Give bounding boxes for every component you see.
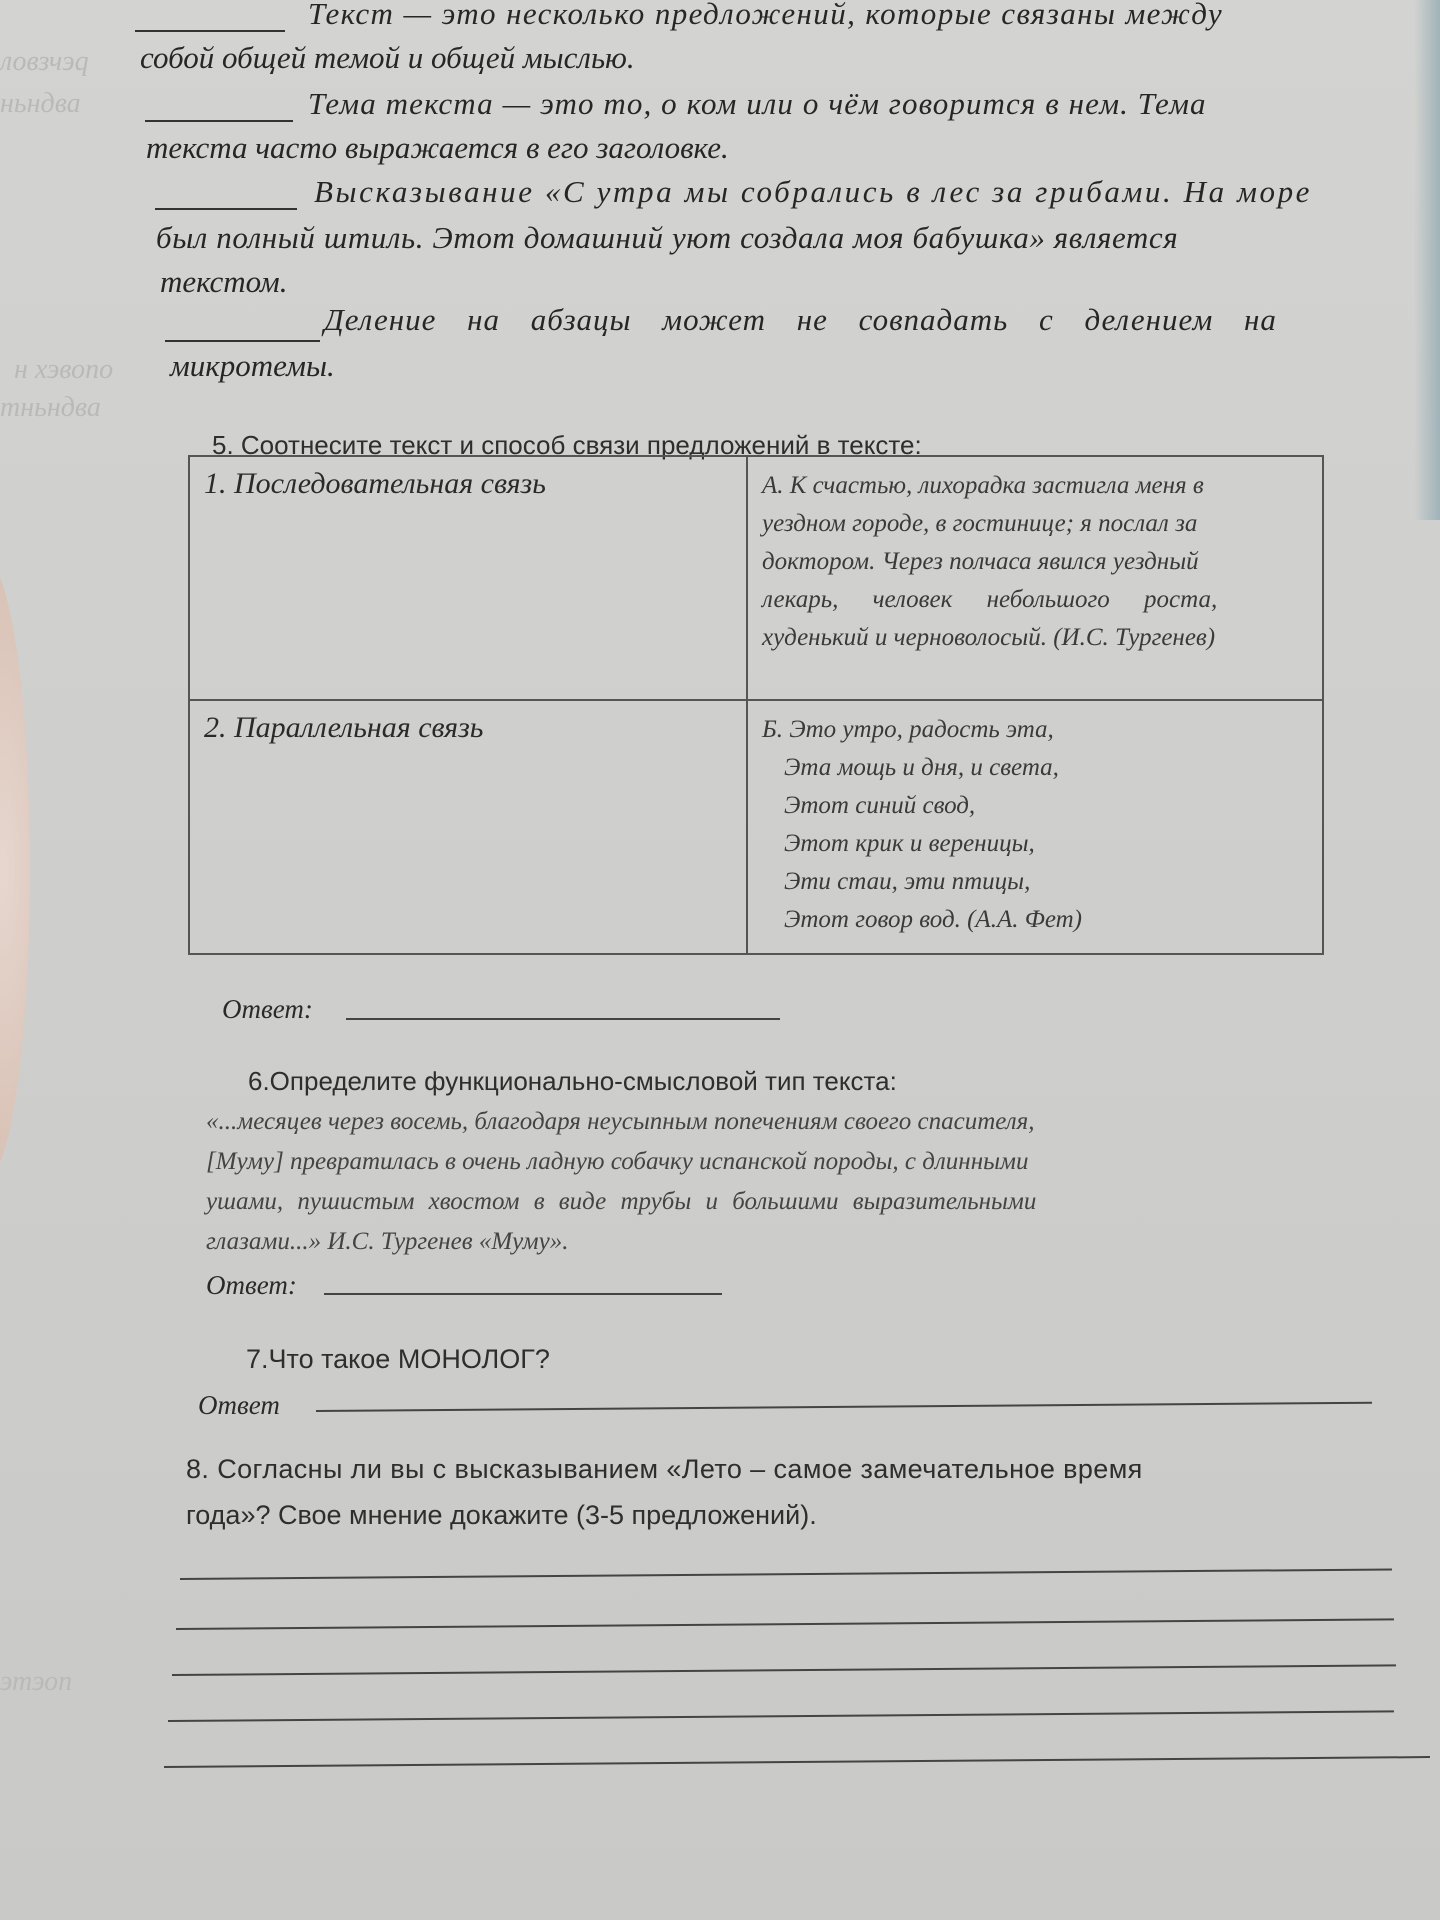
statement-4-line-1: Деление на абзацы может не совпадать с делением на (324, 302, 1277, 337)
answer-blank[interactable] (145, 120, 293, 122)
statement-1-line-2: собой общей темой и общей мыслью. (140, 40, 635, 75)
finger (0, 560, 30, 1180)
statement-3-line-2: был полный штиль. Этот домашний уют создала моя бабушка» является (156, 220, 1179, 255)
task6-answer-label: Ответ: (206, 1270, 297, 1300)
bleed-through-text: ньндва (0, 88, 81, 119)
text-b (747, 700, 1323, 954)
text-b-line: Эти стаи, эти птицы, (784, 867, 1031, 895)
text-b-line: Этот синий свод, (784, 791, 976, 819)
statement-2-line-2: текста часто выражается в его заголовке. (146, 130, 729, 165)
answer-blank[interactable] (165, 340, 320, 342)
statement-4-line-2: микротемы. (170, 348, 335, 383)
text-b-line: Б. Это утро, радость эта, (762, 715, 1054, 743)
answer-blank[interactable] (135, 30, 285, 32)
task6-text-line: [Муму] превратилась в очень ладную собачку испанской породы, с длинными (206, 1148, 1029, 1175)
bleed-through-text: тньндва (0, 392, 101, 423)
task8-line-2: года»? Свое мнение докажите (3-5 предложений). (186, 1500, 817, 1530)
task6-answer-line[interactable] (324, 1293, 722, 1295)
statement-1-line-1: Текст — это несколько предложений, которые связаны между (308, 0, 1224, 31)
text-b-line: Эта мощь и дня, и света, (784, 753, 1059, 781)
task6-text-line: «...месяцев через восемь, благодаря неусыпным попечениям своего спасителя, (206, 1108, 1035, 1135)
text-a-line: лекарь, человек небольшого роста, (762, 586, 1218, 613)
bleed-through-text: ловзчэq (0, 46, 89, 77)
task8-answer-line-3[interactable] (172, 1664, 1396, 1676)
statement-3-line-1: Высказывание «С утра мы собрались в лес за грибами. На море (314, 174, 1313, 209)
text-a-line: А. К счастью, лихорадка застигла меня в (762, 472, 1204, 499)
task5-answer-label: Ответ: (222, 994, 313, 1024)
task8-answer-line-4[interactable] (168, 1710, 1394, 1722)
task7-answer-line[interactable] (316, 1402, 1372, 1412)
task6-title: 6.Определите функционально-смысловой тип текста: (248, 1066, 897, 1096)
task5-title: 5. Соотнесите текст и способ связи предложений в тексте: (212, 430, 922, 460)
matching-table (188, 455, 1324, 955)
task8-line-1: 8. Согласны ли вы с высказыванием «Лето – самое замечательное время (186, 1454, 1143, 1484)
task6-text-line: глазами...» И.С. Тургенев «Муму». (206, 1228, 569, 1255)
connection-type-1 (189, 456, 747, 700)
task8-answer-line-1[interactable] (180, 1568, 1392, 1580)
answer-blank[interactable] (155, 208, 297, 210)
page-edge (1414, 0, 1440, 520)
task5-answer-line[interactable] (346, 1018, 780, 1020)
text-a (747, 456, 1323, 700)
text-b-line: Этот крик и вереницы, (784, 829, 1035, 857)
bleed-through-text: этэоп (0, 1666, 73, 1697)
task6-text-line: ушами, пушистым хвостом в виде трубы и большими выразительными (206, 1188, 1037, 1215)
connection-type-2-label: 2. Параллельная связь (204, 710, 484, 744)
statement-3-line-3: текстом. (160, 264, 288, 299)
text-a-line: уездном городе, в гостинице; я послал за (762, 510, 1198, 537)
text-a-line: худенький и черноволосый. (И.С. Тургенев) (762, 624, 1216, 651)
connection-type-2 (189, 700, 747, 954)
task7-answer-label: Ответ (198, 1390, 280, 1420)
statement-2-line-1: Тема текста — это то, о ком или о чём говорится в нем. Тема (308, 86, 1207, 121)
task8-answer-line-2[interactable] (176, 1618, 1394, 1630)
task8-answer-line-5[interactable] (164, 1756, 1430, 1768)
connection-type-1-label: 1. Последовательная связь (204, 467, 546, 500)
bleed-through-text: н хэвопо (14, 354, 114, 385)
task7-title: 7.Что такое МОНОЛОГ? (246, 1344, 550, 1374)
text-b-line: Этот говор вод. (А.А. Фет) (784, 905, 1082, 933)
text-a-line: доктором. Через полчаса явился уездный (762, 548, 1199, 575)
